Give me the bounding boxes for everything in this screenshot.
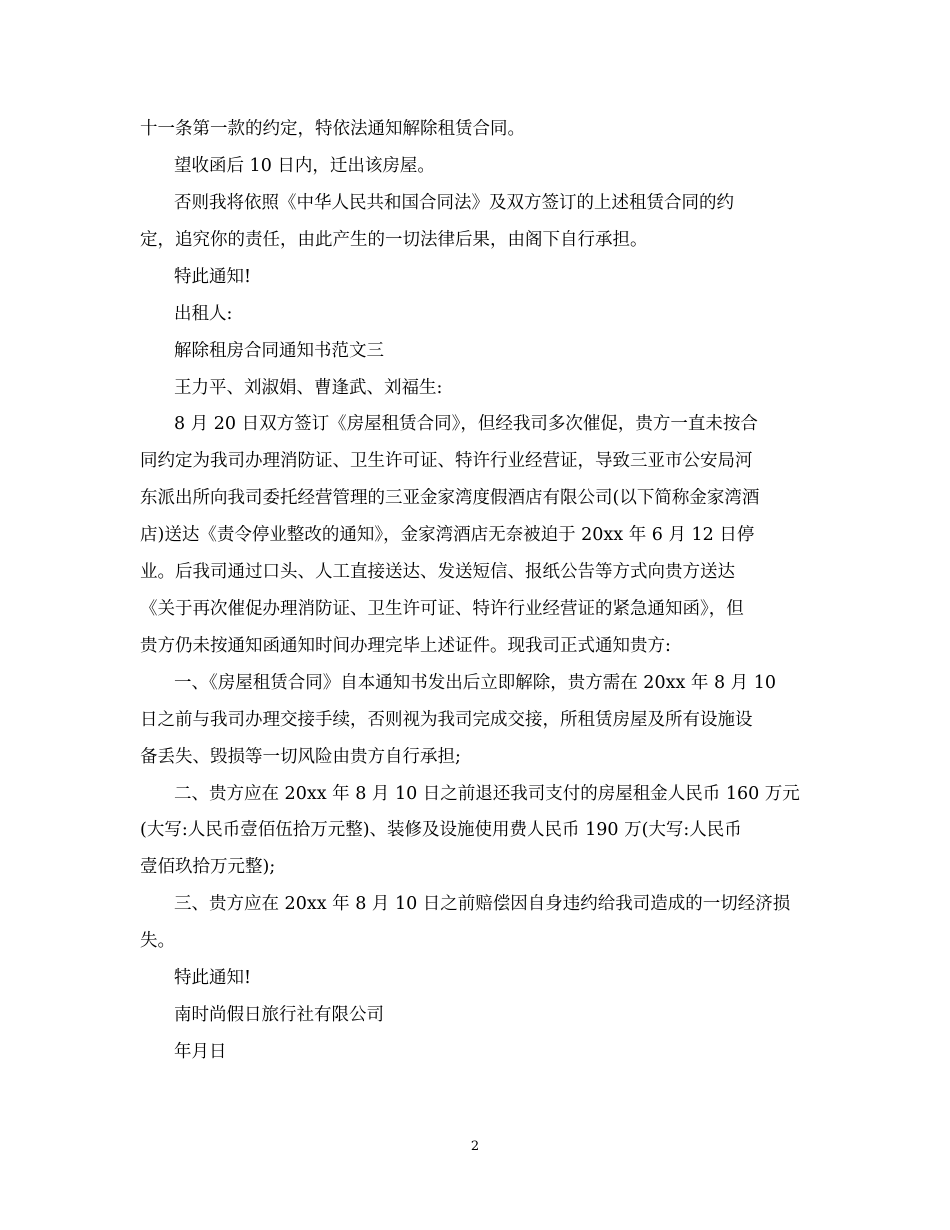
text-line: 特此通知! [174, 267, 252, 287]
text-line: 十一条第一款的约定，特依法通知解除租赁合同。 [140, 119, 525, 139]
text-line: 否则我将依照《中华人民共和国合同法》及双方签订的上述租赁合同的约 [174, 193, 734, 213]
text-line: 出租人: [174, 304, 233, 324]
signature-date: 年月日 [174, 1042, 227, 1062]
text-line: 业。后我司通过口头、人工直接送达、发送短信、报纸公告等方式向贵方送达 [140, 562, 735, 582]
text-line: 特此通知! [174, 968, 252, 988]
text-line: 失。 [140, 931, 175, 951]
text-line: 《关于再次催促办理消防证、卫生许可证、特许行业经营证的紧急通知函》，但 [140, 599, 744, 619]
text-line: 二、贵方应在 20xx 年 8 月 10 日之前退还我司支付的房屋租金人民币 160 万元 [174, 784, 800, 804]
text-line: 备丢失、毁损等一切风险由贵方自行承担; [140, 747, 461, 767]
page-number: 2 [470, 1139, 480, 1154]
text-line: 一、《房屋租赁合同》自本通知书发出后立即解除，贵方需在 20xx 年 8 月 10 [174, 673, 776, 693]
text-line: 贵方仍未按通知函通知时间办理完毕上述证件。现我司正式通知贵方: [140, 636, 671, 656]
text-line: 王力平、刘淑娟、曹逢武、刘福生: [174, 378, 443, 398]
text-line: 壹佰玖拾万元整); [140, 857, 276, 877]
text-line: 东派出所向我司委托经营管理的三亚金家湾度假酒店有限公司(以下简称金家湾酒 [140, 488, 760, 508]
text-line: (大写:人民币壹佰伍拾万元整)、装修及设施使用费人民币 190 万(大写:人民币 [140, 820, 742, 840]
signature-company: 南时尚假日旅行社有限公司 [174, 1005, 384, 1025]
text-line: 三、贵方应在 20xx 年 8 月 10 日之前赔偿因自身违约给我司造成的一切经济损 [174, 894, 791, 914]
text-line: 同约定为我司办理消防证、卫生许可证、特许行业经营证，导致三亚市公安局河 [140, 451, 753, 471]
text-line: 望收函后 10 日内，迁出该房屋。 [174, 156, 435, 176]
text-line: 定，追究你的责任，由此产生的一切法律后果，由阁下自行承担。 [140, 230, 648, 250]
section-heading: 解除租房合同通知书范文三 [174, 341, 384, 361]
text-line: 日之前与我司办理交接手续，否则视为我司完成交接，所租赁房屋及所有设施设 [140, 710, 753, 730]
text-line: 店)送达《责令停业整改的通知》，金家湾酒店无奈被迫于 20xx 年 6 月 12 日停 [140, 525, 755, 545]
text-line: 8 月 20 日双方签订《房屋租赁合同》，但经我司多次催促，贵方一直未按合 [174, 414, 758, 434]
